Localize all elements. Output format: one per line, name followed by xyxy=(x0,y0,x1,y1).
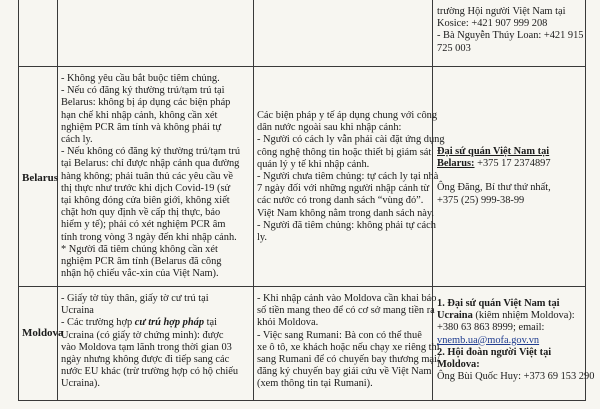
text-line: hạn chế khi nhập cảnh, không cần xét xyxy=(61,109,218,121)
text-line: công nghệ thông tin hoặc thiết bị giám sát xyxy=(257,146,432,158)
table-row-divider-1 xyxy=(18,66,586,67)
text-line: * Người đã tiêm chủng không cần xét xyxy=(61,243,218,255)
text-line: - Khi nhập cảnh vào Moldova cần khai báo xyxy=(257,293,437,304)
text-line: hiểm y tế); phải có xét nghiệm PCR âm xyxy=(61,219,226,231)
table-divider-col2 xyxy=(253,0,254,401)
medical-measures-cell xyxy=(257,293,440,391)
text-line: đăng ký chuyến bay giải cứu về Việt Nam xyxy=(257,366,432,378)
text-line-emphasis: - Các trường hợp cư trú hợp pháp tại xyxy=(61,317,218,329)
legal-residence-emphasis: cư trú hợp pháp xyxy=(134,317,205,329)
text-line: - Người có cách ly vẫn phải cài đặt ứng dụng xyxy=(257,134,445,146)
entry-requirements-cell xyxy=(61,293,238,391)
contact-line: 725 003 xyxy=(437,42,471,54)
text-line: tại không đóng cửa biên giới, không xiết xyxy=(61,195,230,207)
text-line: 7 ngày đối với những người nhập cảnh từ xyxy=(257,183,430,195)
contact-person: Ông Đăng, Bí thư thứ nhất, xyxy=(437,182,551,194)
medical-measures-cell xyxy=(257,110,445,244)
text-line: cách ly. xyxy=(61,134,93,146)
contact-line: Kosice: +421 907 999 208 xyxy=(437,18,548,30)
text-line: vào Moldova tạm lãnh trong thời gian 03 xyxy=(61,341,232,353)
table-divider-col1 xyxy=(57,0,58,401)
text-line: - Nếu có đăng ký thường trú/tạm trú tại xyxy=(61,85,225,97)
text-line: Belarus: không bị áp dụng các biện pháp xyxy=(61,97,231,109)
text-line: - Nếu không có đăng ký thường trú/tạm trú xyxy=(61,146,241,158)
text-line: - Người chưa tiêm chủng: tự cách ly tại nhà xyxy=(257,171,439,183)
text-line: Ucraina xyxy=(61,305,94,317)
text-line: (xem thông tin tại Rumani). xyxy=(257,378,373,390)
embassy-title-country: Belarus: xyxy=(437,158,475,170)
text-line: tại Belarus: chỉ được nhập cảnh qua đường xyxy=(61,158,240,170)
contact-phone: +375 (25) 999-38-99 xyxy=(437,194,525,206)
country-name: Belarus xyxy=(22,172,59,184)
embassy-ukraine-phone: +380 63 863 8999; email: xyxy=(437,322,545,334)
text-line: - Người đã tiêm chủng: không phải tự cách xyxy=(257,219,436,231)
embassy-phone-line xyxy=(437,158,551,170)
text-line: khỏi Moldova. xyxy=(257,317,319,329)
contact-line: trường Hội người Việt Nam tại xyxy=(437,6,566,17)
text-line: - Không yêu cầu bắt buộc tiêm chủng. xyxy=(61,73,220,84)
contact-cell-continuation xyxy=(437,6,584,55)
text-line: Ucraina (có giấy tờ chứng minh): được xyxy=(61,329,224,341)
community-title: 2. Hội đoàn người Việt tại xyxy=(437,346,552,358)
contact-cell-belarus xyxy=(437,146,551,207)
text-line: Ucraina). xyxy=(61,378,100,390)
contact-line: - Bà Nguyễn Thúy Loan: +421 915 xyxy=(437,30,584,42)
text-line: nghiệm PCR âm tính (Belarus đã công xyxy=(61,256,222,268)
text-line: chặt hơn quy định về cấp thị thực, bảo xyxy=(61,207,221,219)
table-border-bottom xyxy=(18,400,586,401)
text-line: dân nước ngoài sau khi nhập cảnh: xyxy=(257,122,402,134)
text-line: hàng không; phải tuân thủ các yêu cầu về xyxy=(61,170,233,182)
text-line: nghiệm PCR âm tính và không phải tự xyxy=(61,121,222,133)
text-line: - Việc sang Rumani: Bà con có thể thuê xyxy=(257,329,422,341)
text-line: - Giấy tờ tùy thân, giấy tờ cư trú tại xyxy=(61,293,209,304)
text-line: nhận hộ chiếu vắc-xin của Việt Nam). xyxy=(61,268,219,280)
table-row-divider-2 xyxy=(18,286,586,287)
text-line: quản lý y tế khi nhập cảnh. xyxy=(257,158,370,170)
text-line: nước EU khác (trừ trường hợp có hộ chiếu xyxy=(61,366,239,378)
community-contact-person: Ông Bùi Quốc Huy: +373 69 153 290 xyxy=(437,371,595,383)
embassy-ukraine-note: (kiêm nhiệm Moldova): xyxy=(472,310,575,322)
embassy-title: Đại sứ quán Việt Nam tại xyxy=(437,146,550,157)
embassy-phone: +375 17 2374897 xyxy=(474,158,551,170)
embassy-ukraine-title: 1. Đại sứ quán Việt Nam tại xyxy=(437,298,560,309)
embassy-email-link[interactable]: vnemb.ua@mofa.gov.vn xyxy=(437,334,540,346)
text-line: xe ô tô, xe khách hoặc nếu chạy xe riêng thì xyxy=(257,341,440,353)
community-title-country: Moldova: xyxy=(437,359,480,371)
text-line: số tiền mang theo để có cơ sở mang tiền ra xyxy=(257,305,435,317)
embassy-ukraine-country: Ucraina xyxy=(437,310,473,322)
text-line: Các biện pháp y tế áp dụng chung với công xyxy=(257,110,438,121)
text-line: ngày nhưng không được đi tiếp sang các xyxy=(61,354,230,366)
text-line: sang Rumani để có chuyến bay thương mại/ xyxy=(257,354,440,366)
text-line: Việt Nam không nằm trong danh sách này. xyxy=(257,207,435,219)
contact-cell-moldova xyxy=(437,298,594,383)
text-line: thị thực như trước khi dịch Covid-19 (sử xyxy=(61,182,231,194)
text-line: tính trong vòng 3 ngày đến khi nhập cảnh. xyxy=(61,231,237,243)
text-line: các nước có trong danh sách “vùng đỏ”. xyxy=(257,195,424,207)
table-border-left xyxy=(18,0,19,401)
embassy-ukraine-note-line xyxy=(437,310,594,322)
entry-requirements-cell xyxy=(61,73,240,280)
country-name: Moldova xyxy=(22,327,64,339)
text-line: ly. xyxy=(257,232,268,244)
